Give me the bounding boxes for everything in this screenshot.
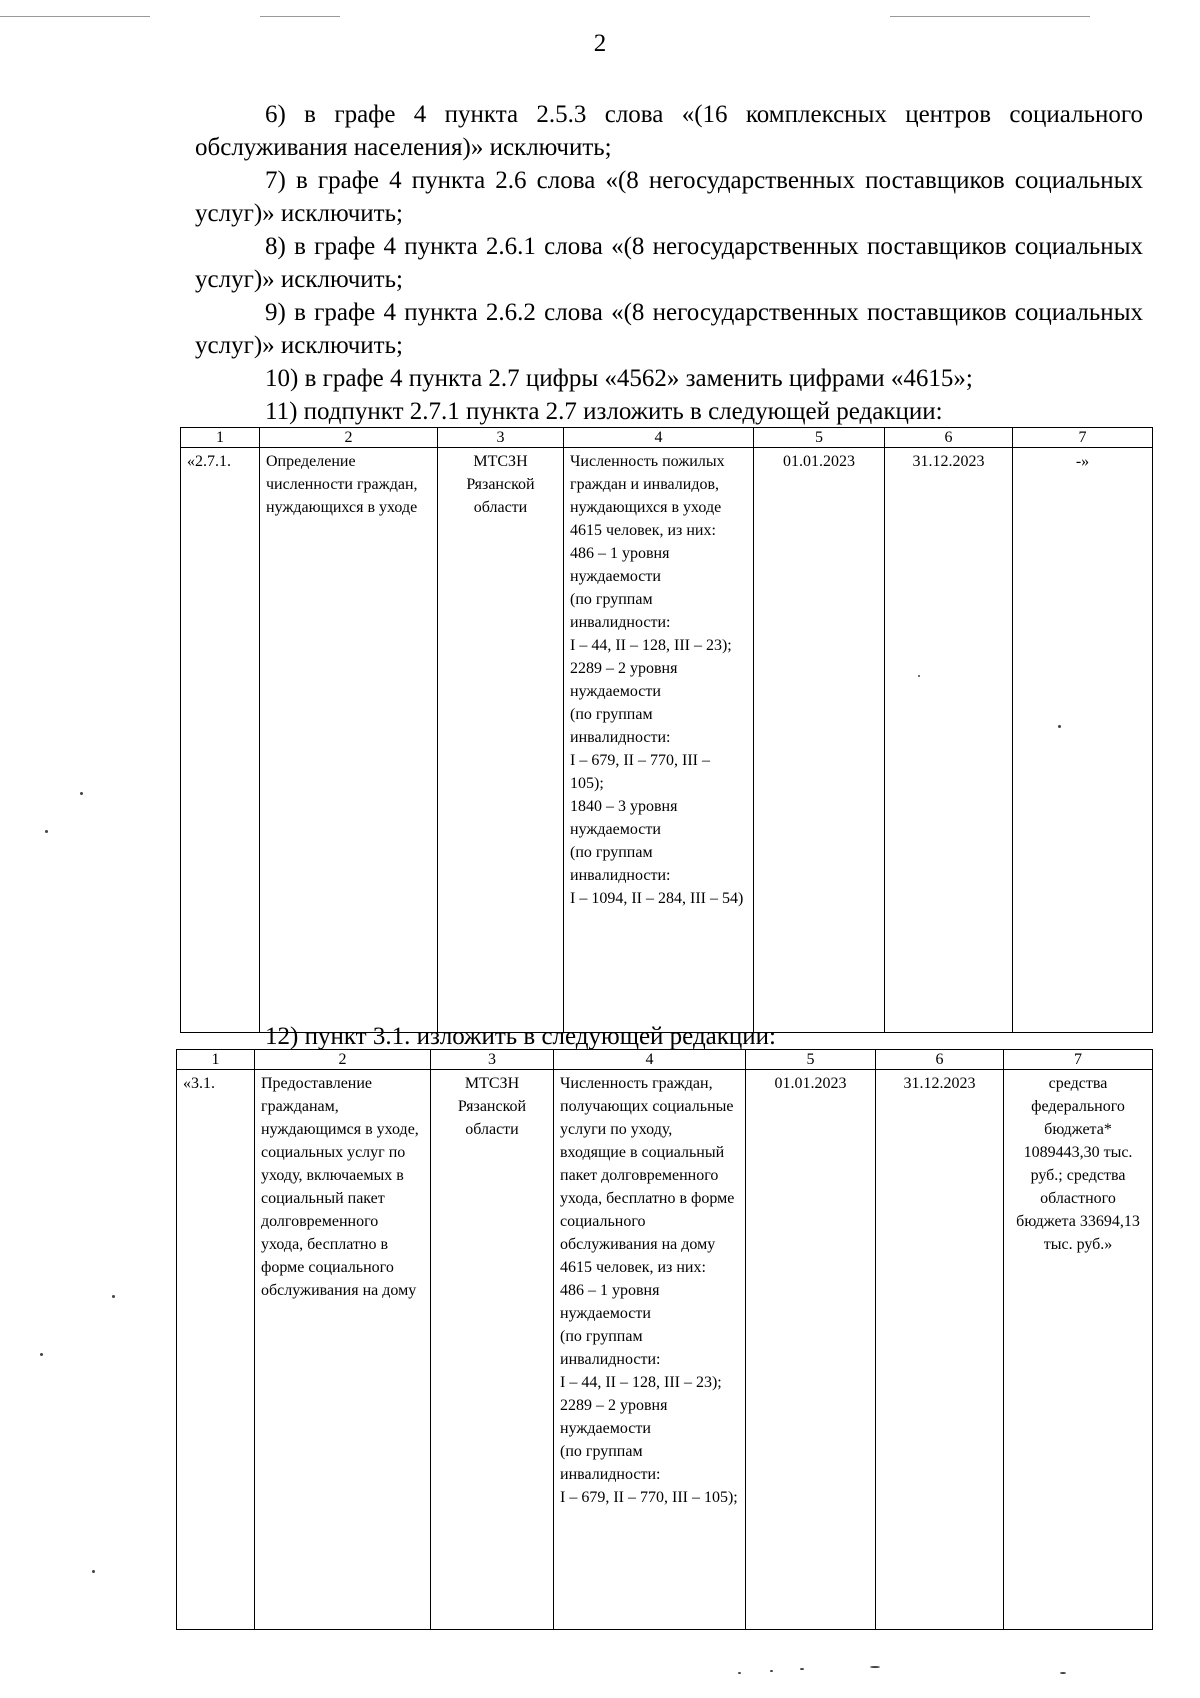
indicator-line: 486 – 1 уровня нуждаемости: [560, 1282, 660, 1322]
table-row: [177, 1070, 1153, 1630]
table-header-row: [177, 1050, 1153, 1070]
column-header: 3: [438, 428, 564, 448]
scan-speck: [870, 1666, 880, 1668]
indicator-line: 486 – 1 уровня нуждаемости: [570, 545, 670, 585]
indicator-line: I – 44, II – 128, III – 23);: [560, 1374, 722, 1391]
column-header: 5: [754, 428, 885, 448]
column-header: 6: [885, 428, 1013, 448]
indicator-line: 1840 – 3 уровня нуждаемости: [570, 798, 678, 838]
indicator-line: 2289 – 2 уровня нуждаемости: [560, 1397, 668, 1437]
column-header: 7: [1013, 428, 1153, 448]
column-header: 1: [177, 1050, 255, 1070]
funding-source: средства федерального бюджета* 1089443,30 тыс. руб.; средства областного бюджета 33694,13 тыс. руб.»: [1004, 1070, 1153, 1630]
column-header: 5: [746, 1050, 876, 1070]
item-number: «2.7.1.: [181, 448, 260, 1033]
scan-artifact-line: [0, 16, 150, 17]
start-date: 01.01.2023: [754, 448, 885, 1033]
scan-speck: [738, 1672, 741, 1674]
indicator-line: (по группам инвалидности:: [560, 1328, 661, 1368]
indicator-line: 2289 – 2 уровня нуждаемости: [570, 660, 678, 700]
end-date: 31.12.2023: [876, 1070, 1004, 1630]
page-number: 2: [593, 30, 607, 57]
amendment-7: 7) в графе 4 пункта 2.6 слова «(8 негосударственных поставщиков социальных услуг)» исключить;: [195, 167, 1143, 227]
indicator-line: (по группам инвалидности:: [560, 1443, 661, 1483]
indicator-line: (по группам инвалидности:: [570, 844, 671, 884]
amendment-10: 10) в графе 4 пункта 2.7 цифры «4562» заменить цифрами «4615»;: [265, 365, 973, 392]
amendment-6: 6) в графе 4 пункта 2.5.3 слова «(16 комплексных центров социального обслуживания населения)» исключить;: [195, 101, 1143, 161]
scan-speck: [45, 830, 48, 833]
column-header: 2: [255, 1050, 431, 1070]
scan-speck: [80, 792, 83, 795]
amendments-list: [195, 98, 1143, 428]
start-date: 01.01.2023: [746, 1070, 876, 1630]
responsible-executor: МТСЗН Рязанской области: [438, 448, 564, 1033]
table-header-row: [181, 428, 1153, 448]
column-header: 6: [876, 1050, 1004, 1070]
indicator-description: [564, 448, 754, 1033]
scan-speck: [770, 1670, 773, 1672]
indicator-line: I – 679, II – 770, III – 105);: [560, 1489, 738, 1506]
table-3-1: [176, 1049, 1153, 1630]
column-header: 4: [564, 428, 754, 448]
column-header: 3: [431, 1050, 554, 1070]
table-row: [181, 448, 1153, 1033]
end-date: 31.12.2023: [885, 448, 1013, 1033]
amendment-9: 9) в графе 4 пункта 2.6.2 слова «(8 негосударственных поставщиков социальных услуг)» исключить;: [195, 299, 1143, 359]
indicator-line: (по группам инвалидности:: [570, 591, 671, 631]
indicator-line: (по группам инвалидности:: [570, 706, 671, 746]
item-number: «3.1.: [177, 1070, 255, 1630]
indicator-line: Численность пожилых граждан и инвалидов, нуждающихся в уходе 4615 человек, из них:: [570, 453, 725, 539]
funding-source: -»: [1013, 448, 1153, 1033]
table-2-7-1: [180, 427, 1153, 1033]
scan-speck: [40, 1353, 43, 1356]
amendment-8: 8) в графе 4 пункта 2.6.1 слова «(8 негосударственных поставщиков социальных услуг)» исключить;: [195, 233, 1143, 293]
item-name: Определение численности граждан, нуждающихся в уходе: [260, 448, 438, 1033]
scan-speck: [112, 1295, 115, 1298]
amendment-12: 12) пункт 3.1. изложить в следующей редакции:: [265, 1023, 776, 1050]
scan-speck: [800, 1668, 804, 1670]
responsible-executor: МТСЗН Рязанской области: [431, 1070, 554, 1630]
indicator-line: I – 679, II – 770, III – 105);: [570, 752, 710, 792]
column-header: 7: [1004, 1050, 1153, 1070]
indicator-line: Численность граждан, получающих социальные услуги по уходу, входящие в социальный пакет долговременного ухода, бесплатно в форме социального обслуживания на дому 4615 человек, из них:: [560, 1075, 735, 1276]
scan-artifact-line: [890, 16, 1090, 17]
amendment-11: 11) подпункт 2.7.1 пункта 2.7 изложить в следующей редакции:: [265, 398, 943, 425]
column-header: 2: [260, 428, 438, 448]
scan-speck: [92, 1570, 95, 1573]
indicator-line: I – 44, II – 128, III – 23);: [570, 637, 732, 654]
indicator-description: [554, 1070, 746, 1630]
indicator-line: I – 1094, II – 284, III – 54): [570, 890, 744, 907]
item-name: Предоставление гражданам, нуждающимся в уходе, социальных услуг по уходу, включаемых в социальный пакет долговременного ухода, бесплатно в форме социального обслуживания на дому: [255, 1070, 431, 1630]
scan-speck: [1060, 1672, 1066, 1674]
column-header: 1: [181, 428, 260, 448]
scan-artifact-line: [260, 16, 340, 17]
column-header: 4: [554, 1050, 746, 1070]
